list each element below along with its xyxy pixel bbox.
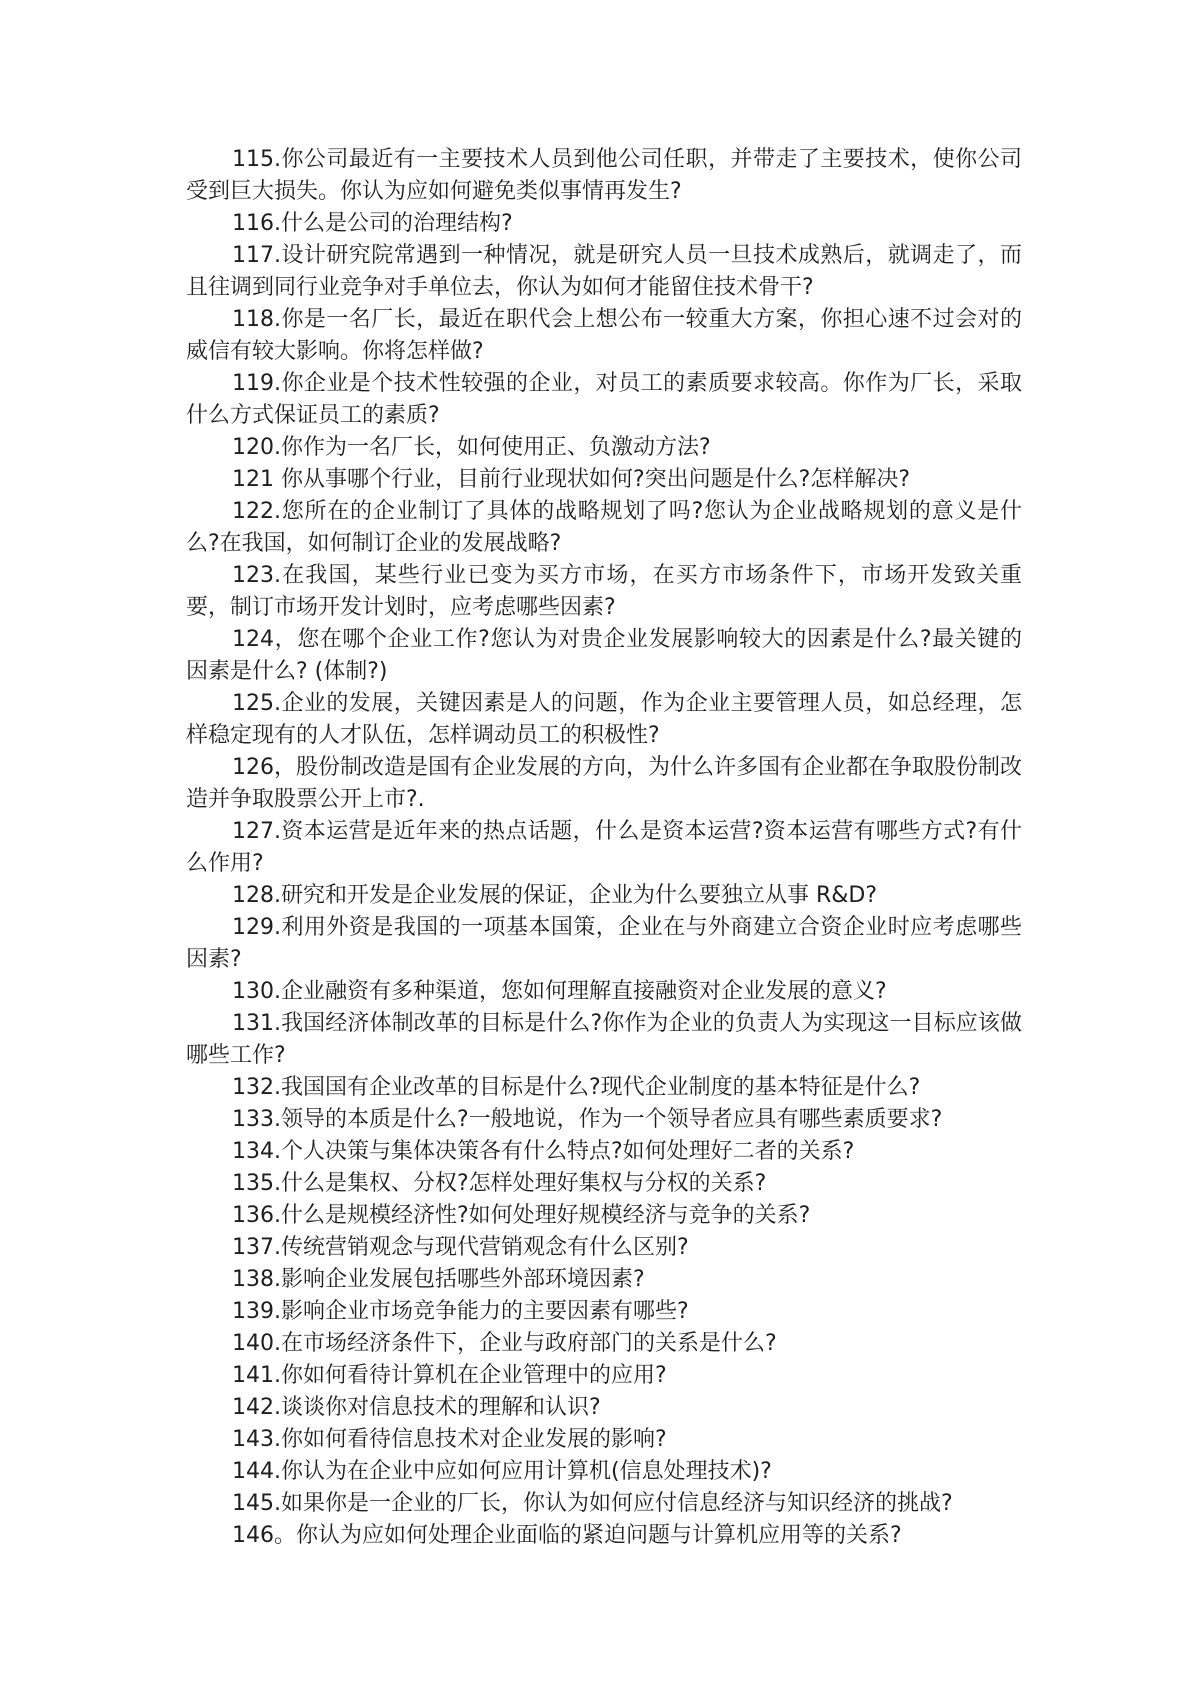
question-129: 129.利用外资是我国的一项基本国策，企业在与外商建立合资企业时应考虑哪些因素? bbox=[186, 915, 1022, 972]
question-119: 119.你企业是个技术性较强的企业，对员工的素质要求较高。你作为厂长，采取什么方式保证员工的素质? bbox=[186, 371, 1022, 428]
question-128: 128.研究和开发是企业发展的保证，企业为什么要独立从事 R&D? bbox=[232, 883, 878, 908]
question-127: 127.资本运营是近年来的热点话题，什么是资本运营?资本运营有哪些方式?有什么作用? bbox=[186, 819, 1022, 876]
question-121: 121 你从事哪个行业，目前行业现状如何?突出问题是什么?怎样解决? bbox=[232, 467, 911, 492]
question-142: 142.谈谈你对信息技术的理解和认识? bbox=[232, 1395, 601, 1420]
question-131: 131.我国经济体制改革的目标是什么?你作为企业的负责人为实现这一目标应该做哪些工作? bbox=[186, 1011, 1022, 1068]
question-list bbox=[186, 144, 1022, 1552]
question-136: 136.什么是规模经济性?如何处理好规模经济与竞争的关系? bbox=[232, 1203, 811, 1228]
question-126: 126，股份制改造是国有企业发展的方向，为什么许多国有企业都在争取股份制改造并争取股票公开上市?. bbox=[186, 755, 1022, 812]
question-140: 140.在市场经济条件下，企业与政府部门的关系是什么? bbox=[232, 1331, 777, 1356]
question-145: 145.如果你是一企业的厂长，你认为如何应付信息经济与知识经济的挑战? bbox=[232, 1491, 953, 1516]
question-141: 141.你如何看待计算机在企业管理中的应用? bbox=[232, 1363, 667, 1388]
question-134: 134.个人决策与集体决策各有什么特点?如何处理好二者的关系? bbox=[232, 1139, 855, 1164]
question-117: 117.设计研究院常遇到一种情况，就是研究人员一旦技术成熟后，就调走了，而且往调到同行业竞争对手单位去，你认为如何才能留住技术骨干? bbox=[186, 243, 1022, 300]
question-139: 139.影响企业市场竞争能力的主要因素有哪些? bbox=[232, 1299, 689, 1324]
question-125: 125.企业的发展，关键因素是人的问题，作为企业主要管理人员，如总经理，怎样稳定现有的人才队伍，怎样调动员工的积极性? bbox=[186, 691, 1022, 748]
question-143: 143.你如何看待信息技术对企业发展的影响? bbox=[232, 1427, 667, 1452]
question-118: 118.你是一名厂长，最近在职代会上想公布一较重大方案，你担心速不过会对的威信有较大影响。你将怎样做? bbox=[186, 307, 1022, 364]
question-133: 133.领导的本质是什么?一般地说，作为一个领导者应具有哪些素质要求? bbox=[232, 1107, 943, 1132]
question-146: 146。你认为应如何处理企业面临的紧迫问题与计算机应用等的关系? bbox=[232, 1523, 902, 1548]
question-124: 124，您在哪个企业工作?您认为对贵企业发展影响较大的因素是什么?最关键的因素是什么? (体制?) bbox=[186, 627, 1022, 684]
question-132: 132.我国国有企业改革的目标是什么?现代企业制度的基本特征是什么? bbox=[232, 1075, 921, 1100]
question-130: 130.企业融资有多种渠道，您如何理解直接融资对企业发展的意义? bbox=[232, 979, 887, 1004]
question-144: 144.你认为在企业中应如何应用计算机(信息处理技术)? bbox=[232, 1459, 772, 1484]
question-137: 137.传统营销观念与现代营销观念有什么区别? bbox=[232, 1235, 689, 1260]
question-138: 138.影响企业发展包括哪些外部环境因素? bbox=[232, 1267, 645, 1292]
question-120: 120.你作为一名厂长，如何使用正、负激动方法? bbox=[232, 435, 711, 460]
question-116: 116.什么是公司的治理结构? bbox=[232, 211, 513, 236]
question-122: 122.您所在的企业制订了具体的战略规划了吗?您认为企业战略规划的意义是什么?在我国，如何制订企业的发展战略? bbox=[186, 499, 1022, 556]
question-123: 123.在我国，某些行业已变为买方市场，在买方市场条件下，市场开发致关重要，制订市场开发计划时，应考虑哪些因素? bbox=[186, 563, 1022, 620]
question-115: 115.你公司最近有一主要技术人员到他公司任职，并带走了主要技术，使你公司受到巨大损失。你认为应如何避免类似事情再发生? bbox=[186, 147, 1022, 204]
question-135: 135.什么是集权、分权?怎样处理好集权与分权的关系? bbox=[232, 1171, 767, 1196]
